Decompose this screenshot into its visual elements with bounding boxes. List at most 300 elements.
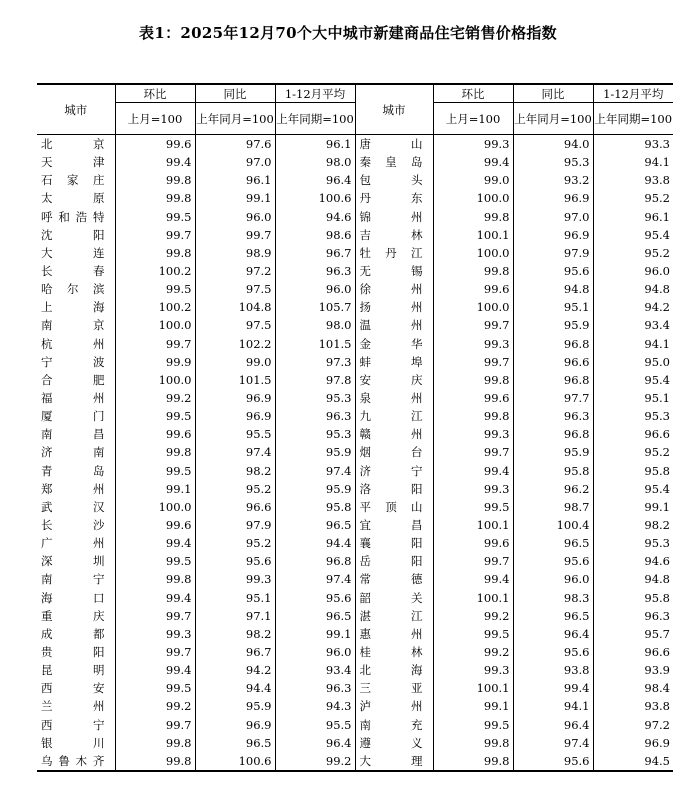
- avg-cell-right: 95.0: [593, 353, 673, 371]
- avg-cell-left: 100.6: [275, 189, 355, 207]
- avg-cell-left: 94.6: [275, 208, 355, 226]
- avg-cell-left: 95.3: [275, 389, 355, 407]
- mom-cell-right: 100.1: [433, 226, 513, 244]
- table-row: [37, 262, 673, 280]
- city-cell-right: 南充: [355, 716, 433, 734]
- mom-cell-left: 99.6: [115, 425, 195, 443]
- mom-cell-right: 99.6: [433, 534, 513, 552]
- mom-cell-left: 99.9: [115, 353, 195, 371]
- yoy-cell-right: 96.5: [513, 534, 593, 552]
- avg-cell-left: 97.4: [275, 570, 355, 588]
- city-cell-right: 常德: [355, 570, 433, 588]
- city-cell-left: 青岛: [41, 463, 105, 478]
- city-cell-right: 泸州: [355, 697, 433, 715]
- yoy-cell-left: 95.2: [195, 534, 275, 552]
- avg-cell-left: 96.3: [275, 679, 355, 697]
- yoy-cell-right: 96.9: [513, 226, 593, 244]
- mom-cell-right: 99.2: [433, 643, 513, 661]
- avg-cell-right: 95.3: [593, 534, 673, 552]
- yoy-cell-right: 96.4: [513, 625, 593, 643]
- avg-cell-left: 96.0: [275, 643, 355, 661]
- mom-cell-right: 99.5: [433, 716, 513, 734]
- avg-cell-left: 99.2: [275, 752, 355, 771]
- city-cell-left: 大连: [41, 245, 105, 260]
- mom-cell-left: 99.8: [115, 570, 195, 588]
- city-cell-left: 南昌: [41, 427, 105, 442]
- city-cell-left: 贵阳: [41, 645, 105, 659]
- avg-base-right: 上年同期=100: [593, 103, 673, 135]
- avg-cell-right: 94.6: [593, 552, 673, 570]
- mom-cell-right: 99.8: [433, 208, 513, 226]
- city-cell-left: 长春: [41, 264, 105, 279]
- header-row-1: [37, 84, 673, 103]
- mom-cell-right: 99.0: [433, 171, 513, 189]
- city-cell-left: 银川: [41, 735, 105, 750]
- yoy-cell-left: 94.2: [195, 661, 275, 679]
- avg-cell-right: 93.4: [593, 316, 673, 334]
- mom-cell-left: 99.4: [115, 153, 195, 171]
- yoy-cell-left: 96.9: [195, 716, 275, 734]
- table-row: [37, 552, 673, 570]
- city-cell-right: 宜昌: [355, 516, 433, 534]
- yoy-cell-left: 95.2: [195, 480, 275, 498]
- mom-cell-right: 100.0: [433, 244, 513, 262]
- yoy-cell-left: 96.7: [195, 643, 275, 661]
- yoy-cell-right: 94.1: [513, 697, 593, 715]
- yoy-cell-right: 93.8: [513, 661, 593, 679]
- avg-cell-left: 96.8: [275, 552, 355, 570]
- city-cell-left: 石家庄: [41, 173, 105, 188]
- avg-cell-right: 96.1: [593, 208, 673, 226]
- mom-cell-left: 99.2: [115, 389, 195, 407]
- avg-cell-right: 96.6: [593, 643, 673, 661]
- city-cell-left: 上海: [41, 300, 105, 315]
- city-cell-right: 大理: [355, 752, 433, 771]
- mom-cell-left: 99.4: [115, 589, 195, 607]
- mom-cell-left: 100.0: [115, 371, 195, 389]
- yoy-cell-right: 95.6: [513, 552, 593, 570]
- yoy-cell-right: 95.6: [513, 262, 593, 280]
- table-row: [37, 298, 673, 316]
- yoy-header-right: 同比: [513, 84, 593, 103]
- avg-cell-right: 95.2: [593, 443, 673, 461]
- mom-cell-right: 99.4: [433, 570, 513, 588]
- mom-base-right: 上月=100: [433, 103, 513, 135]
- mom-header-right: 环比: [433, 84, 513, 103]
- mom-cell-left: 99.7: [115, 643, 195, 661]
- avg-cell-left: 95.3: [275, 425, 355, 443]
- yoy-cell-right: 95.8: [513, 462, 593, 480]
- avg-cell-left: 96.0: [275, 280, 355, 298]
- yoy-cell-left: 96.1: [195, 171, 275, 189]
- mom-cell-left: 99.7: [115, 716, 195, 734]
- city-cell-left: 北京: [41, 137, 105, 152]
- table-row: [37, 498, 673, 516]
- mom-cell-right: 99.6: [433, 389, 513, 407]
- city-cell-right: 岳阳: [355, 552, 433, 570]
- avg-cell-right: 93.8: [593, 171, 673, 189]
- yoy-cell-left: 97.0: [195, 153, 275, 171]
- city-cell-left: 南宁: [41, 572, 105, 587]
- mom-cell-right: 99.1: [433, 697, 513, 715]
- avg-cell-right: 95.2: [593, 244, 673, 262]
- avg-cell-left: 94.3: [275, 697, 355, 715]
- city-header-left: 城市: [37, 84, 115, 135]
- avg-cell-left: 97.4: [275, 462, 355, 480]
- city-cell-right: 桂林: [355, 643, 433, 661]
- table-row: [37, 480, 673, 498]
- avg-cell-right: 96.6: [593, 425, 673, 443]
- city-cell-right: 湛江: [355, 607, 433, 625]
- avg-cell-left: 95.8: [275, 498, 355, 516]
- table-row: [37, 244, 673, 262]
- table-row: [37, 570, 673, 588]
- avg-cell-right: 96.9: [593, 734, 673, 752]
- yoy-cell-right: 98.7: [513, 498, 593, 516]
- avg-cell-right: 94.8: [593, 280, 673, 298]
- avg-cell-left: 95.5: [275, 716, 355, 734]
- city-cell-left: 重庆: [41, 608, 105, 623]
- yoy-cell-right: 97.0: [513, 208, 593, 226]
- city-cell-left: 宁波: [41, 354, 105, 369]
- city-cell-right: 赣州: [355, 425, 433, 443]
- table-row: [37, 462, 673, 480]
- yoy-cell-left: 101.5: [195, 371, 275, 389]
- mom-cell-right: 99.7: [433, 316, 513, 334]
- avg-cell-left: 96.4: [275, 734, 355, 752]
- city-cell-right: 秦皇岛: [355, 153, 433, 171]
- table-row: [37, 516, 673, 534]
- city-cell-right: 襄阳: [355, 534, 433, 552]
- table-row: [37, 280, 673, 298]
- mom-base-left: 上月=100: [115, 103, 195, 135]
- table-body: [37, 135, 673, 771]
- avg-cell-left: 97.8: [275, 371, 355, 389]
- city-cell-left: 呼和浩特: [41, 209, 105, 224]
- mom-cell-right: 100.0: [433, 298, 513, 316]
- yoy-cell-right: 96.2: [513, 480, 593, 498]
- avg-cell-left: 95.9: [275, 443, 355, 461]
- yoy-cell-left: 96.0: [195, 208, 275, 226]
- yoy-cell-right: 93.2: [513, 171, 593, 189]
- table-row: [37, 625, 673, 643]
- yoy-cell-left: 99.1: [195, 189, 275, 207]
- avg-cell-right: 96.3: [593, 607, 673, 625]
- avg-cell-left: 96.3: [275, 407, 355, 425]
- city-cell-left: 厦门: [41, 409, 105, 424]
- mom-cell-left: 100.2: [115, 262, 195, 280]
- avg-cell-left: 99.1: [275, 625, 355, 643]
- yoy-cell-left: 99.3: [195, 570, 275, 588]
- avg-cell-left: 97.3: [275, 353, 355, 371]
- table-row: [37, 226, 673, 244]
- yoy-cell-right: 96.6: [513, 353, 593, 371]
- city-cell-right: 扬州: [355, 298, 433, 316]
- yoy-cell-right: 95.6: [513, 752, 593, 771]
- table-row: [37, 389, 673, 407]
- mom-cell-right: 99.5: [433, 498, 513, 516]
- mom-cell-right: 99.3: [433, 425, 513, 443]
- table-row: [37, 316, 673, 334]
- mom-cell-right: 99.3: [433, 480, 513, 498]
- city-cell-right: 韶关: [355, 589, 433, 607]
- mom-cell-right: 99.3: [433, 135, 513, 154]
- yoy-cell-left: 95.5: [195, 425, 275, 443]
- city-cell-left: 天津: [41, 155, 105, 170]
- city-cell-left: 合肥: [41, 372, 105, 387]
- mom-cell-right: 100.1: [433, 679, 513, 697]
- mom-cell-left: 99.5: [115, 462, 195, 480]
- yoy-cell-left: 99.0: [195, 353, 275, 371]
- yoy-base-left: 上年同月=100: [195, 103, 275, 135]
- mom-cell-right: 99.5: [433, 625, 513, 643]
- avg-cell-left: 96.7: [275, 244, 355, 262]
- yoy-cell-right: 96.8: [513, 425, 593, 443]
- city-cell-right: 吉林: [355, 226, 433, 244]
- table-row: [37, 679, 673, 697]
- city-cell-left: 乌鲁木齐: [37, 752, 115, 771]
- mom-cell-right: 99.8: [433, 752, 513, 771]
- table-row: [37, 335, 673, 353]
- mom-cell-left: 99.5: [115, 552, 195, 570]
- city-header-right: 城市: [355, 84, 433, 135]
- avg-cell-right: 94.5: [593, 752, 673, 771]
- mom-cell-right: 99.8: [433, 734, 513, 752]
- table-row: [37, 153, 673, 171]
- table-row: [37, 353, 673, 371]
- yoy-cell-right: 95.9: [513, 316, 593, 334]
- city-cell-right: 锦州: [355, 208, 433, 226]
- avg-header-left: 1-12月平均: [275, 84, 355, 103]
- table-row: [37, 135, 673, 154]
- city-cell-right: 三亚: [355, 679, 433, 697]
- mom-cell-left: 99.5: [115, 280, 195, 298]
- city-cell-left: 广州: [41, 536, 105, 551]
- avg-cell-right: 93.8: [593, 697, 673, 715]
- avg-cell-left: 94.4: [275, 534, 355, 552]
- mom-cell-right: 99.6: [433, 280, 513, 298]
- mom-cell-right: 100.0: [433, 189, 513, 207]
- mom-cell-right: 99.7: [433, 353, 513, 371]
- yoy-cell-left: 97.5: [195, 280, 275, 298]
- city-cell-right: 九江: [355, 407, 433, 425]
- city-cell-right: 唐山: [355, 135, 433, 154]
- avg-cell-right: 95.8: [593, 589, 673, 607]
- avg-cell-right: 95.4: [593, 371, 673, 389]
- avg-cell-left: 98.0: [275, 153, 355, 171]
- mom-cell-left: 99.5: [115, 679, 195, 697]
- city-cell-left: 长沙: [41, 518, 105, 533]
- yoy-cell-left: 97.2: [195, 262, 275, 280]
- avg-cell-right: 93.9: [593, 661, 673, 679]
- yoy-cell-right: 96.3: [513, 407, 593, 425]
- yoy-cell-right: 95.3: [513, 153, 593, 171]
- mom-cell-left: 99.6: [115, 516, 195, 534]
- city-cell-left: 杭州: [41, 336, 105, 351]
- table-row: [37, 189, 673, 207]
- yoy-cell-left: 97.5: [195, 316, 275, 334]
- mom-cell-right: 99.7: [433, 443, 513, 461]
- avg-cell-right: 96.0: [593, 262, 673, 280]
- mom-cell-left: 99.8: [115, 171, 195, 189]
- yoy-cell-right: 95.1: [513, 298, 593, 316]
- yoy-cell-left: 98.2: [195, 462, 275, 480]
- mom-cell-left: 99.5: [115, 407, 195, 425]
- avg-cell-right: 95.4: [593, 226, 673, 244]
- table-row: [37, 208, 673, 226]
- yoy-cell-right: 96.0: [513, 570, 593, 588]
- yoy-cell-right: 100.4: [513, 516, 593, 534]
- city-cell-left: 兰州: [41, 699, 105, 714]
- table-row: [37, 607, 673, 625]
- mom-cell-right: 99.8: [433, 262, 513, 280]
- avg-cell-right: 93.3: [593, 135, 673, 154]
- mom-cell-left: 99.3: [115, 625, 195, 643]
- city-cell-right: 济宁: [355, 462, 433, 480]
- table-row: [37, 534, 673, 552]
- yoy-cell-right: 99.4: [513, 679, 593, 697]
- yoy-cell-right: 94.8: [513, 280, 593, 298]
- avg-cell-left: 96.5: [275, 607, 355, 625]
- yoy-cell-right: 96.8: [513, 335, 593, 353]
- avg-cell-right: 98.2: [593, 516, 673, 534]
- mom-cell-left: 99.4: [115, 534, 195, 552]
- yoy-cell-left: 96.9: [195, 407, 275, 425]
- yoy-cell-left: 96.5: [195, 734, 275, 752]
- table-row: [37, 661, 673, 679]
- city-cell-right: 包头: [355, 171, 433, 189]
- yoy-cell-left: 97.6: [195, 135, 275, 154]
- yoy-cell-left: 99.7: [195, 226, 275, 244]
- city-cell-right: 泉州: [355, 389, 433, 407]
- city-cell-left: 沈阳: [41, 227, 105, 242]
- table-row: [37, 697, 673, 715]
- yoy-cell-left: 95.9: [195, 697, 275, 715]
- yoy-cell-right: 97.7: [513, 389, 593, 407]
- table-row: [37, 443, 673, 461]
- avg-header-right: 1-12月平均: [593, 84, 673, 103]
- mom-cell-left: 99.8: [115, 734, 195, 752]
- table-row: [37, 371, 673, 389]
- city-cell-right: 徐州: [355, 280, 433, 298]
- avg-cell-right: 98.4: [593, 679, 673, 697]
- city-cell-right: 无锡: [355, 262, 433, 280]
- avg-cell-left: 96.5: [275, 516, 355, 534]
- yoy-cell-left: 97.1: [195, 607, 275, 625]
- avg-cell-left: 95.6: [275, 589, 355, 607]
- mom-cell-right: 99.3: [433, 335, 513, 353]
- yoy-header-left: 同比: [195, 84, 275, 103]
- yoy-cell-left: 94.4: [195, 679, 275, 697]
- avg-cell-left: 105.7: [275, 298, 355, 316]
- yoy-cell-left: 104.8: [195, 298, 275, 316]
- avg-cell-right: 95.2: [593, 189, 673, 207]
- city-cell-left: 武汉: [41, 499, 105, 514]
- city-cell-left: 哈尔滨: [41, 282, 105, 297]
- avg-cell-right: 97.2: [593, 716, 673, 734]
- avg-cell-right: 95.3: [593, 407, 673, 425]
- city-cell-right: 温州: [355, 316, 433, 334]
- avg-cell-left: 96.3: [275, 262, 355, 280]
- yoy-cell-left: 96.9: [195, 389, 275, 407]
- yoy-cell-right: 96.5: [513, 607, 593, 625]
- mom-cell-right: 100.1: [433, 589, 513, 607]
- avg-cell-right: 94.8: [593, 570, 673, 588]
- mom-cell-left: 100.0: [115, 316, 195, 334]
- mom-cell-right: 99.8: [433, 407, 513, 425]
- avg-cell-left: 101.5: [275, 335, 355, 353]
- yoy-cell-left: 98.9: [195, 244, 275, 262]
- city-cell-left: 济南: [41, 445, 105, 460]
- table-row: [37, 171, 673, 189]
- table-row: [37, 734, 673, 752]
- mom-cell-right: 100.1: [433, 516, 513, 534]
- yoy-cell-right: 97.4: [513, 734, 593, 752]
- city-cell-right: 丹东: [355, 189, 433, 207]
- avg-cell-right: 94.2: [593, 298, 673, 316]
- yoy-cell-left: 100.6: [195, 752, 275, 771]
- table-row: [37, 752, 673, 771]
- mom-cell-left: 99.7: [115, 226, 195, 244]
- avg-cell-right: 95.7: [593, 625, 673, 643]
- city-cell-right: 安庆: [355, 371, 433, 389]
- mom-cell-right: 99.2: [433, 607, 513, 625]
- table-row: [37, 716, 673, 734]
- city-cell-right: 金华: [355, 335, 433, 353]
- yoy-cell-right: 98.3: [513, 589, 593, 607]
- mom-cell-left: 99.6: [115, 135, 195, 154]
- city-cell-left: 成都: [41, 626, 105, 641]
- mom-cell-left: 99.7: [115, 607, 195, 625]
- mom-cell-right: 99.7: [433, 552, 513, 570]
- city-cell-right: 平顶山: [355, 498, 433, 516]
- city-cell-left: 西宁: [41, 717, 105, 732]
- mom-cell-right: 99.4: [433, 153, 513, 171]
- avg-cell-right: 95.4: [593, 480, 673, 498]
- yoy-cell-right: 94.0: [513, 135, 593, 154]
- mom-cell-left: 100.2: [115, 298, 195, 316]
- city-cell-left: 昆明: [41, 663, 105, 678]
- mom-cell-left: 99.8: [115, 189, 195, 207]
- avg-cell-left: 93.4: [275, 661, 355, 679]
- city-cell-right: 北海: [355, 661, 433, 679]
- yoy-cell-left: 102.2: [195, 335, 275, 353]
- avg-base-left: 上年同期=100: [275, 103, 355, 135]
- city-cell-left: 郑州: [41, 481, 105, 496]
- page-title: 表1：2025年12月70个大中城市新建商品住宅销售价格指数: [139, 24, 557, 42]
- yoy-base-right: 上年同月=100: [513, 103, 593, 135]
- mom-cell-left: 100.0: [115, 498, 195, 516]
- city-cell-left: 西安: [41, 681, 105, 696]
- yoy-cell-right: 96.4: [513, 716, 593, 734]
- mom-cell-left: 99.7: [115, 335, 195, 353]
- mom-header-left: 环比: [115, 84, 195, 103]
- yoy-cell-left: 95.1: [195, 589, 275, 607]
- city-cell-left: 太原: [41, 191, 105, 206]
- city-cell-right: 遵义: [355, 734, 433, 752]
- avg-cell-right: 95.8: [593, 462, 673, 480]
- city-cell-left: 福州: [41, 391, 105, 406]
- yoy-cell-right: 95.6: [513, 643, 593, 661]
- mom-cell-right: 99.8: [433, 371, 513, 389]
- table-row: [37, 425, 673, 443]
- city-cell-right: 蚌埠: [355, 353, 433, 371]
- city-cell-right: 烟台: [355, 443, 433, 461]
- yoy-cell-left: 97.9: [195, 516, 275, 534]
- mom-cell-right: 99.3: [433, 661, 513, 679]
- city-cell-right: 惠州: [355, 625, 433, 643]
- city-cell-right: 洛阳: [355, 480, 433, 498]
